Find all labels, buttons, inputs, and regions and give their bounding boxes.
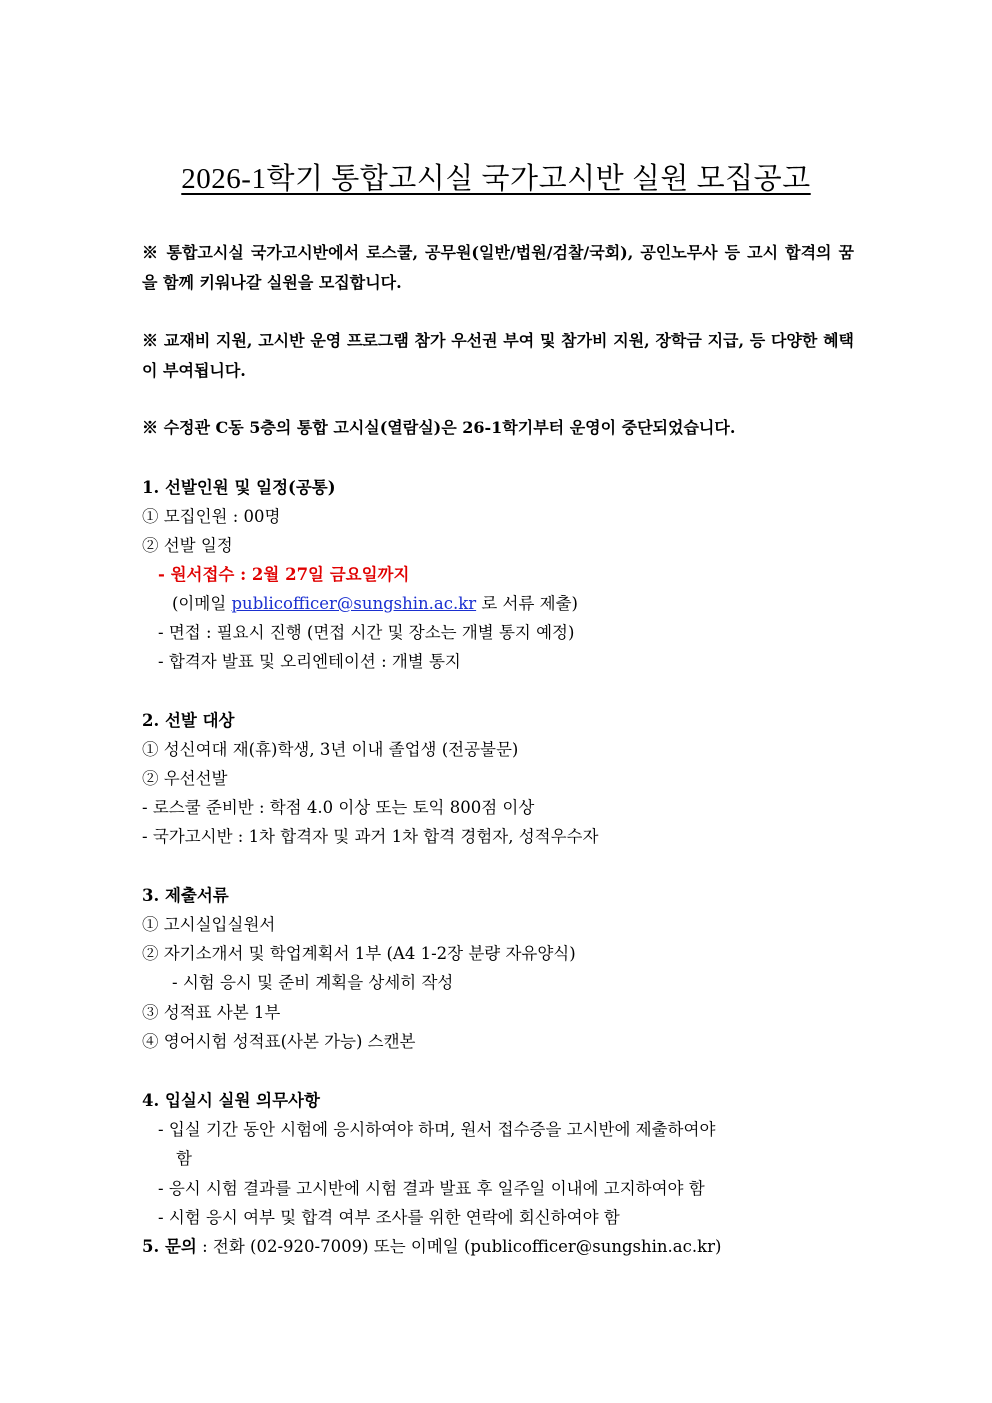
s1-interview: - 면접 : 필요시 진행 (면접 시간 및 장소는 개별 통지 예정) xyxy=(158,623,575,642)
page-title-text: 2026-1학기 통합고시실 국가고시반 실원 모집공고 xyxy=(181,163,811,195)
contact-info: : 전화 (02-920-7009) 또는 이메일 (publicofficer@sungshin.ac.kr) xyxy=(196,1237,722,1256)
notice-1: ※ 통합고시실 국가고시반에서 로스쿨, 공무원(일반/법원/검찰/국회), 공인노무사 등 고시 합격의 꿈을 함께 키워나갈 실원을 모집합니다. xyxy=(142,243,854,292)
s3-doc-english-score: ④ 영어시험 성적표(사본 가능) 스캔본 xyxy=(142,1032,416,1051)
s3-doc-essay: ② 자기소개서 및 학업계획서 1부 (A4 1-2장 분량 자유양식) xyxy=(142,944,576,963)
section-5-contact xyxy=(142,1235,721,1259)
s3-doc-transcript: ③ 성적표 사본 1부 xyxy=(142,1003,281,1022)
s4-duty-1-cont: 함 xyxy=(176,1149,192,1168)
s4-duty-3: - 시험 응시 여부 및 합격 여부 조사를 위한 연락에 회신하여야 함 xyxy=(158,1208,620,1227)
s2-national-exam-criteria: - 국가고시반 : 1차 합격자 및 과거 1차 합격 경험자, 성적우수자 xyxy=(142,827,599,846)
s1-recruit-count: ① 모집인원 : 00명 xyxy=(142,507,281,526)
section-4-heading: 4. 입실시 실원 의무사항 xyxy=(142,1091,320,1110)
notice-3: ※ 수정관 C동 5층의 통합 고시실(열람실)은 26-1학기부터 운영이 중단되었습니다. xyxy=(142,418,736,437)
s2-priority: ② 우선선발 xyxy=(142,769,228,788)
page-title xyxy=(0,160,992,198)
s3-doc-application: ① 고시실입실원서 xyxy=(142,915,276,934)
s1-email-prefix: (이메일 xyxy=(172,594,232,613)
s4-duty-1: - 입실 기간 동안 시험에 응시하여야 하며, 원서 접수증을 고시반에 제출하여야 xyxy=(158,1120,716,1139)
section-3-heading: 3. 제출서류 xyxy=(142,886,229,905)
section-2-heading: 2. 선발 대상 xyxy=(142,711,235,730)
s1-email-suffix: 로 서류 제출) xyxy=(476,594,578,613)
s2-eligibility: ① 성신여대 재(휴)학생, 3년 이내 졸업생 (전공불문) xyxy=(142,740,519,759)
s1-email-line xyxy=(172,592,578,616)
section-1-heading: 1. 선발인원 및 일정(공통) xyxy=(142,478,336,497)
section-5-heading: 5. 문의 xyxy=(142,1237,197,1256)
s2-lawschool-criteria: - 로스쿨 준비반 : 학점 4.0 이상 또는 토익 800점 이상 xyxy=(142,798,535,817)
s1-schedule: ② 선발 일정 xyxy=(142,536,233,555)
s1-deadline: - 원서접수 : 2월 27일 금요일까지 xyxy=(158,565,410,584)
s1-announcement: - 합격자 발표 및 오리엔테이션 : 개별 통지 xyxy=(158,652,461,671)
s3-doc-essay-note: - 시험 응시 및 준비 계획을 상세히 작성 xyxy=(172,973,454,992)
notice-2: ※ 교재비 지원, 고시반 운영 프로그램 참가 우선권 부여 및 참가비 지원, 장학금 지급, 등 다양한 혜택이 부여됩니다. xyxy=(142,331,854,380)
email-link[interactable]: publicofficer@sungshin.ac.kr xyxy=(231,594,477,613)
s4-duty-2: - 응시 시험 결과를 고시반에 시험 결과 발표 후 일주일 이내에 고지하여야 함 xyxy=(158,1179,705,1198)
